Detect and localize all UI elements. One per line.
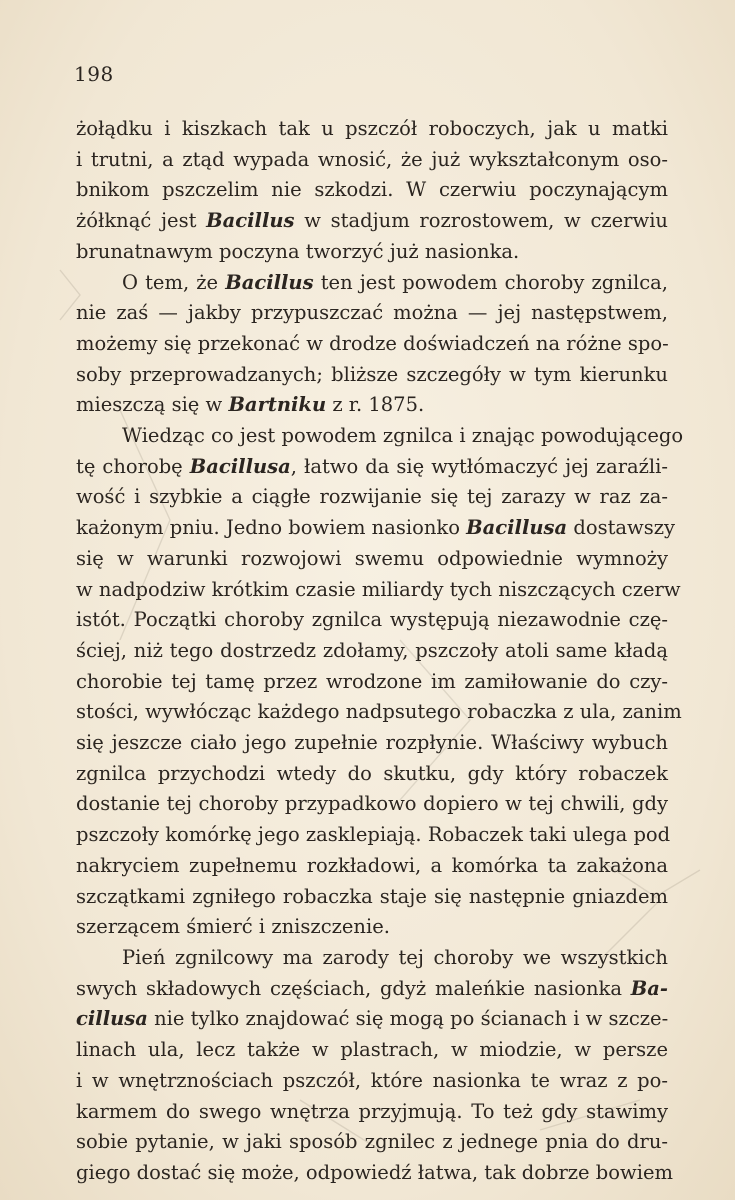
text-run: żółknąć jest xyxy=(76,209,207,233)
text-line xyxy=(76,912,668,943)
text-run: możemy się przekonać w drodze doświadczeń na różne spo- xyxy=(76,331,669,355)
text-run: tę chorobę xyxy=(76,454,190,478)
text-run: się jeszcze ciało jego zupełnie rozpłynie. Właściwy wybuch xyxy=(76,731,668,755)
italic-term: Ba- xyxy=(630,976,668,1000)
text-line xyxy=(76,114,668,145)
paragraph xyxy=(76,421,684,943)
text-run: zgnilca przychodzi wtedy do skutku, gdy który robaczek xyxy=(76,761,668,785)
text-run: swych składowych częściach, gdyż maleńkie nasionka xyxy=(76,976,631,1000)
text-run: chorobie tej tamę przez wrodzone im zamiłowanie do czy- xyxy=(76,669,668,693)
italic-term: Bacillusa xyxy=(189,454,291,478)
text-line xyxy=(76,1097,668,1128)
italic-term: Bacillusa xyxy=(466,516,568,540)
text-line xyxy=(76,789,668,820)
text-line xyxy=(76,974,668,1005)
text-line xyxy=(76,482,668,513)
text-run: i trutni, a ztąd wypada wnosić, że już wykształconym oso- xyxy=(76,147,668,171)
text-line xyxy=(76,452,668,483)
text-line xyxy=(76,759,668,790)
text-line xyxy=(76,943,668,974)
text-run: O tem, że xyxy=(122,270,226,294)
italic-term: Bacillus xyxy=(206,209,295,233)
text-line xyxy=(76,268,668,299)
text-run: dostanie tej choroby przypadkowo dopiero w tej chwili, gdy xyxy=(76,792,668,816)
text-line xyxy=(76,206,668,237)
text-run: nie tylko znajdować się mogą po ścianach i w szcze- xyxy=(147,1007,669,1031)
italic-term: cillusa xyxy=(76,1007,148,1031)
text-line xyxy=(76,1004,668,1035)
page-number: 198 xyxy=(74,62,114,86)
paragraph xyxy=(76,943,673,1189)
text-run: z r. 1875. xyxy=(326,393,425,417)
text-run: sobie pytanie, w jaki sposób zgnilec z jednege pnia do dru- xyxy=(76,1130,668,1154)
text-run: w stadjum rozrostowem, w czerwiu xyxy=(294,209,668,233)
text-run: mieszczą się w xyxy=(76,393,229,417)
text-line xyxy=(76,667,668,698)
text-line xyxy=(76,421,684,452)
text-line xyxy=(76,544,668,575)
text-run: dostawszy xyxy=(567,516,676,540)
text-line xyxy=(76,1035,668,1066)
text-run: szczątkami zgniłego robaczka staje się następnie gniazdem xyxy=(76,884,668,908)
text-run: bnikom pszczelim nie szkodzi. W czerwiu poczynającym xyxy=(76,178,668,202)
text-run: linach ula, lecz także w plastrach, w miodzie, w persze xyxy=(76,1038,668,1062)
text-line xyxy=(76,298,668,329)
text-run: Wiedząc co jest powodem zgnilca i znając powodującego xyxy=(122,424,684,448)
text-run: się w warunki rozwojowi swemu odpowiednie wymnoży xyxy=(76,546,668,570)
text-line xyxy=(76,145,668,176)
text-run: i w wnętrznościach pszczół, które nasionka te wraz z po- xyxy=(76,1068,668,1092)
text-line xyxy=(76,636,668,667)
text-run: , łatwo da się wytłómaczyć jej zaraźli- xyxy=(290,454,668,478)
text-run: karmem do swego wnętrza przyjmują. To też gdy stawimy xyxy=(76,1099,668,1123)
text-line xyxy=(76,882,668,913)
text-run: nakryciem zupełnemu rozkładowi, a komórka ta zakażona xyxy=(76,853,668,877)
text-line xyxy=(76,329,668,360)
text-run: wość i szybkie a ciągłe rozwijanie się tej zarazy w raz za- xyxy=(76,485,668,509)
text-run: żołądku i kiszkach tak u pszczół roboczych, jak u matki xyxy=(76,117,668,140)
paragraph xyxy=(76,268,668,422)
text-line xyxy=(76,1127,668,1158)
text-line xyxy=(76,513,676,544)
text-run: w nadpodziw krótkim czasie miliardy tych niszczących czerw xyxy=(76,577,681,601)
text-line xyxy=(76,1158,673,1189)
text-run: każonym pniu. Jedno bowiem nasionko xyxy=(76,516,467,540)
text-line xyxy=(76,820,671,851)
text-run: istót. Początki choroby zgnilca występują niezawodnie czę- xyxy=(76,608,668,632)
text-line xyxy=(76,237,668,268)
text-line xyxy=(76,575,681,606)
text-run: ten jest powodem choroby zgnilca, xyxy=(313,270,669,294)
text-run: ściej, niż tego dostrzedz zdołamy, pszczoły atoli same kładą xyxy=(76,638,668,662)
italic-term: Bartniku xyxy=(228,393,327,417)
body-text xyxy=(76,114,684,1189)
text-run: nie zaś — jakby przypuszczać można — jej następstwem, xyxy=(76,301,668,325)
text-line xyxy=(76,851,668,882)
text-run: soby przeprowadzanych; bliższe szczegóły w tym kierunku xyxy=(76,362,668,386)
italic-term: Bacillus xyxy=(225,270,314,294)
paragraph xyxy=(76,114,668,268)
text-line xyxy=(76,728,668,759)
text-line xyxy=(76,1066,668,1097)
text-run: Pień zgnilcowy ma zarody tej choroby we wszystkich xyxy=(122,945,668,969)
text-line xyxy=(76,175,668,206)
text-run: giego dostać się może, odpowiedź łatwa, tak dobrze bowiem xyxy=(76,1160,673,1184)
text-run: szerzącem śmierć i zniszczenie. xyxy=(76,915,390,939)
text-line xyxy=(76,360,668,391)
text-run: brunatnawym poczyna tworzyć już nasionka. xyxy=(76,239,520,263)
text-line xyxy=(76,390,668,421)
text-line xyxy=(76,605,668,636)
text-line xyxy=(76,697,682,728)
text-run: pszczoły komórkę jego zasklepiają. Robaczek taki ulega pod xyxy=(76,823,671,847)
text-run: stości, wywłócząc każdego nadpsutego robaczka z ula, zanim xyxy=(76,700,682,724)
